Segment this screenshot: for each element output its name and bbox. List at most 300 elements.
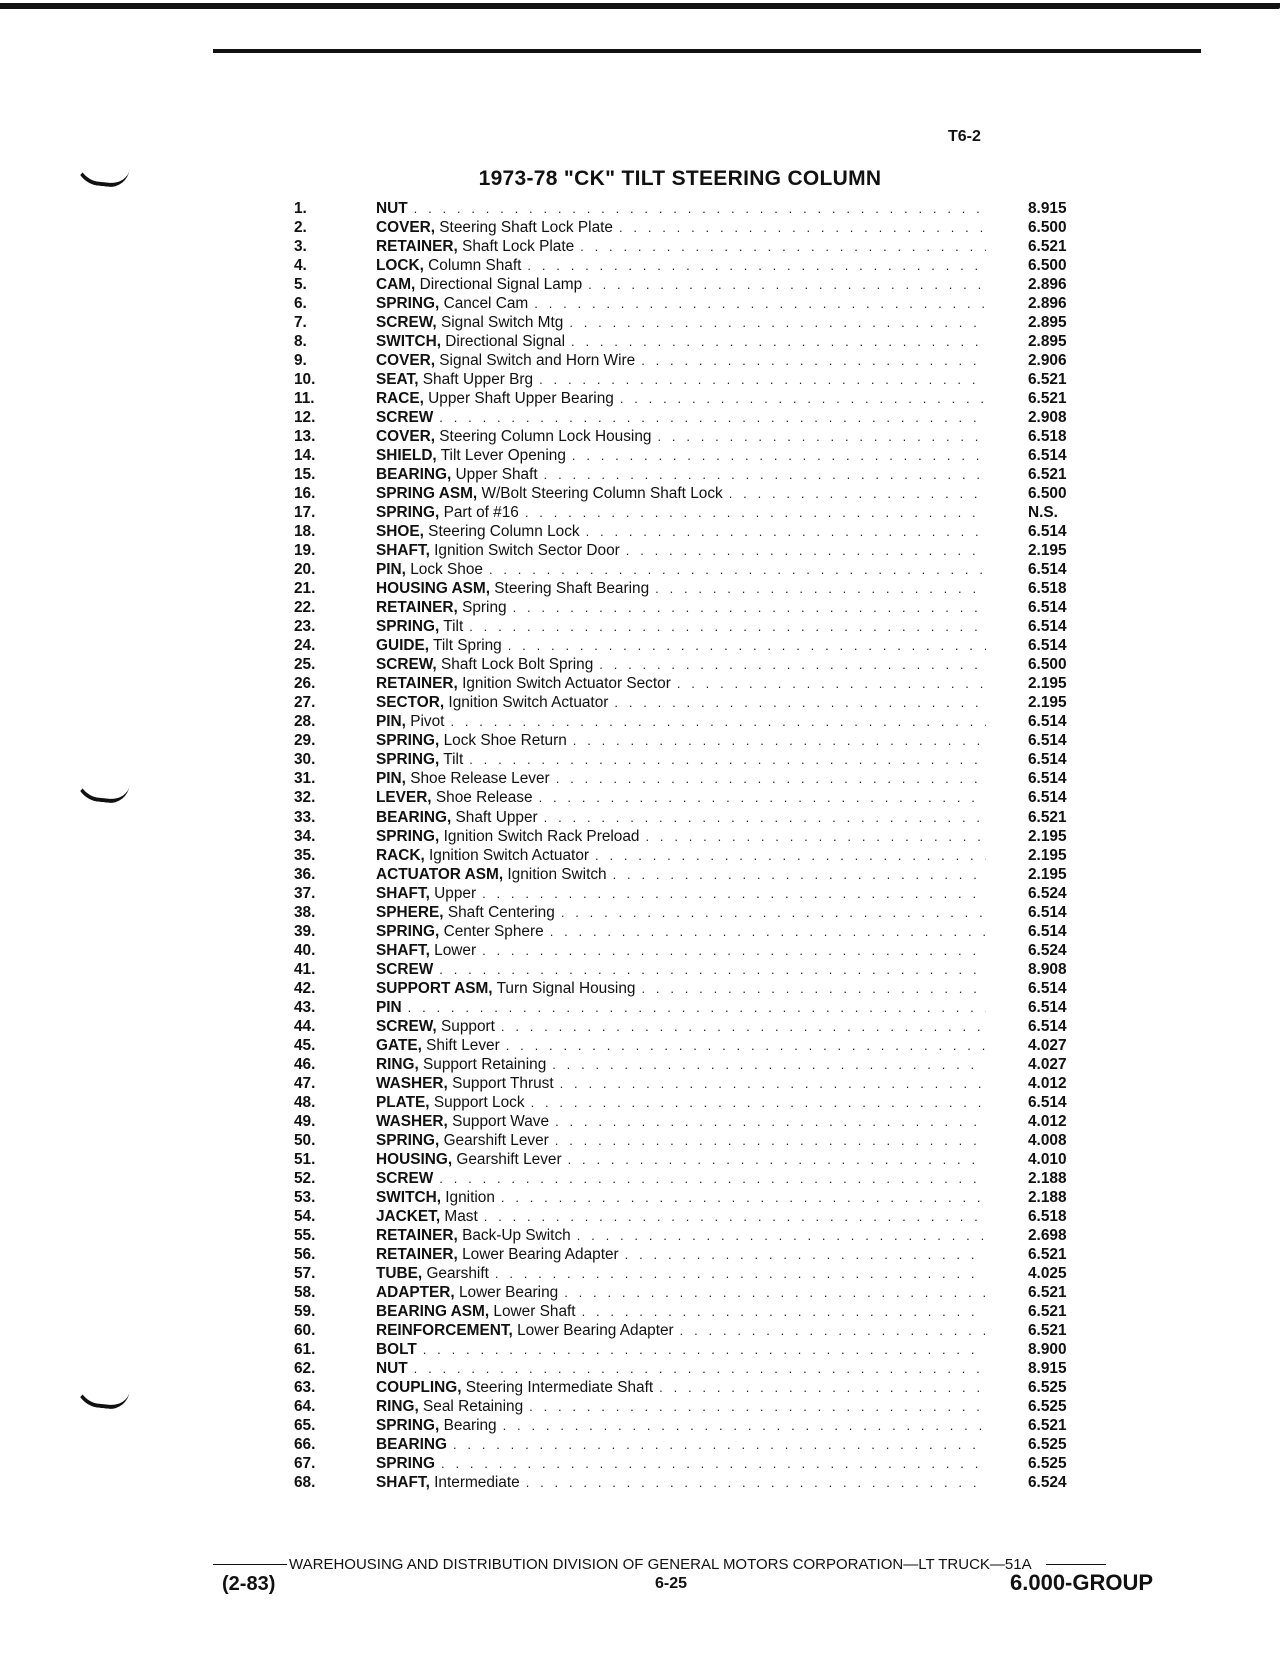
part-name: PIN — [376, 998, 402, 1016]
part-number: 66. — [294, 1436, 316, 1454]
part-name: RETAINER, — [376, 675, 458, 693]
part-number: 39. — [294, 922, 316, 940]
part-detail: Column Shaft — [423, 257, 522, 275]
part-description — [376, 903, 1028, 922]
dot-leader — [595, 846, 986, 865]
part-name: ADAPTER, — [376, 1283, 455, 1301]
part-name: RING, — [376, 1397, 419, 1415]
part-number: 45. — [294, 1036, 316, 1054]
table-row — [290, 1245, 1090, 1264]
part-description — [376, 218, 1028, 237]
table-row — [290, 1226, 1090, 1245]
part-detail: Tilt Spring — [429, 637, 502, 655]
part-detail: Ignition Switch Actuator — [424, 846, 590, 864]
binder-hole-mark-top — [73, 157, 130, 189]
table-row — [290, 884, 1090, 903]
part-name: BOLT — [376, 1340, 417, 1358]
part-name: BEARING ASM, — [376, 1302, 490, 1320]
part-group-number: 2.195 — [1028, 675, 1067, 693]
part-group-number: 2.188 — [1028, 1188, 1067, 1206]
part-number: 1. — [294, 200, 307, 217]
part-name: PIN, — [376, 713, 406, 731]
dot-leader — [450, 712, 986, 731]
part-detail: Bearing — [439, 1417, 497, 1434]
table-row — [290, 903, 1090, 922]
table-row — [290, 332, 1090, 351]
table-row — [290, 1397, 1090, 1416]
part-name: SECTOR, — [376, 694, 445, 712]
dot-leader — [555, 1112, 986, 1131]
dot-leader — [414, 1359, 986, 1378]
table-row — [290, 370, 1090, 389]
part-detail: Shaft Upper — [451, 808, 538, 826]
table-row — [290, 769, 1090, 788]
part-group-number: 6.500 — [1028, 257, 1067, 275]
dot-leader — [655, 579, 986, 598]
table-row — [290, 617, 1090, 636]
part-description — [376, 503, 1028, 522]
part-detail: Lower — [429, 941, 477, 959]
part-number: 33. — [294, 808, 316, 826]
part-description — [376, 446, 1028, 465]
part-group-number: 2.895 — [1028, 333, 1067, 351]
part-group-number: 6.524 — [1028, 941, 1067, 959]
part-number: 48. — [294, 1093, 316, 1111]
part-name: SHAFT, — [376, 941, 430, 959]
part-group-number: 6.521 — [1028, 1283, 1067, 1301]
part-number: 7. — [294, 314, 307, 332]
table-row — [290, 1074, 1090, 1093]
part-name: SPRING, — [376, 1417, 440, 1434]
dot-leader — [527, 256, 986, 275]
footer-date-code: (2-83) — [222, 1573, 276, 1595]
dot-leader — [572, 446, 986, 465]
table-row — [290, 313, 1090, 332]
part-group-number: 6.521 — [1028, 1417, 1067, 1434]
dot-leader — [568, 1150, 986, 1169]
dot-leader — [552, 1055, 986, 1074]
part-detail: Ignition Switch — [503, 865, 607, 883]
part-detail: Support Lock — [429, 1093, 525, 1111]
table-row — [290, 560, 1090, 579]
dot-leader — [613, 865, 986, 884]
part-description — [376, 351, 1028, 370]
table-row — [290, 389, 1090, 408]
part-number: 50. — [294, 1131, 316, 1149]
part-group-number: 4.027 — [1028, 1055, 1067, 1073]
part-number: 24. — [294, 637, 316, 655]
table-row — [290, 655, 1090, 674]
part-number: 43. — [294, 998, 316, 1016]
part-number: 38. — [294, 903, 316, 921]
part-group-number: 6.514 — [1028, 618, 1067, 636]
dot-leader — [569, 313, 986, 332]
part-group-number: 6.514 — [1028, 789, 1067, 807]
table-row — [290, 484, 1090, 503]
dot-leader — [556, 769, 986, 788]
part-description — [376, 1017, 1028, 1036]
table-row — [290, 712, 1090, 731]
dot-leader — [657, 427, 986, 446]
part-group-number: 6.525 — [1028, 1436, 1067, 1454]
page-code: T6-2 — [948, 128, 981, 145]
part-detail: Shaft Upper Brg — [418, 371, 534, 389]
part-group-number: 6.514 — [1028, 732, 1067, 750]
part-name: SEAT, — [376, 371, 419, 389]
part-number: 63. — [294, 1378, 316, 1396]
part-detail: Seal Retaining — [418, 1397, 524, 1415]
part-name: RING, — [376, 1055, 419, 1073]
part-number: 18. — [294, 523, 316, 541]
part-description — [376, 427, 1028, 446]
part-detail: Gearshift Lever — [439, 1131, 549, 1149]
part-name: BEARING, — [376, 466, 452, 484]
table-row — [290, 1055, 1090, 1074]
part-group-number: 6.518 — [1028, 580, 1067, 598]
part-number: 12. — [294, 409, 316, 427]
table-row — [290, 541, 1090, 560]
part-group-number: 6.514 — [1028, 751, 1067, 769]
part-group-number: 2.896 — [1028, 276, 1067, 294]
part-description — [376, 275, 1028, 294]
parts-list — [290, 199, 1090, 1492]
part-description — [376, 408, 1028, 427]
dot-leader — [571, 332, 986, 351]
part-group-number: 6.500 — [1028, 656, 1067, 674]
part-description — [376, 1169, 1028, 1188]
part-detail: Signal Switch and Horn Wire — [435, 352, 636, 370]
part-detail: W/Bolt Steering Column Shaft Lock — [477, 485, 723, 503]
part-name: SPRING — [376, 1455, 436, 1473]
part-description — [376, 370, 1028, 389]
part-group-number: 2.908 — [1028, 409, 1067, 427]
table-row — [290, 731, 1090, 750]
part-group-number: 6.500 — [1028, 485, 1067, 503]
part-description — [376, 1226, 1028, 1245]
part-name: SPHERE, — [376, 903, 444, 921]
part-detail: Ignition — [440, 1188, 495, 1206]
part-name: SHOE, — [376, 523, 424, 541]
dot-leader — [620, 389, 986, 408]
part-number: 49. — [294, 1112, 316, 1130]
part-number: 40. — [294, 941, 316, 959]
part-description — [376, 693, 1028, 712]
dot-leader — [614, 693, 986, 712]
part-group-number: 6.514 — [1028, 1093, 1067, 1111]
part-number: 67. — [294, 1455, 316, 1473]
table-row — [290, 256, 1090, 275]
part-group-number: 6.500 — [1028, 219, 1067, 237]
part-group-number: 2.195 — [1028, 827, 1067, 845]
part-number: 23. — [294, 618, 316, 636]
part-detail: Tilt — [439, 751, 464, 769]
part-group-number: 6.514 — [1028, 922, 1067, 940]
part-name: JACKET, — [376, 1207, 441, 1225]
dot-leader — [534, 294, 986, 313]
part-detail: Gearshift Lever — [452, 1150, 562, 1168]
part-description — [376, 465, 1028, 484]
dot-leader — [677, 674, 986, 693]
dot-leader — [626, 541, 986, 560]
dot-leader — [469, 750, 986, 769]
table-row — [290, 808, 1090, 827]
part-detail: Ignition Switch Actuator — [444, 694, 609, 712]
part-group-number: 2.698 — [1028, 1226, 1067, 1244]
part-detail: Support Thrust — [447, 1074, 554, 1092]
part-name: SCREW, — [376, 656, 437, 674]
part-group-number: 6.521 — [1028, 1302, 1067, 1320]
part-name: SCREW — [376, 960, 434, 978]
part-group-number: 6.524 — [1028, 1474, 1067, 1492]
footer-group-label: 6.000-GROUP — [1010, 1570, 1154, 1595]
part-group-number: 4.012 — [1028, 1074, 1067, 1092]
part-group-number: 6.514 — [1028, 561, 1067, 579]
part-name: WASHER, — [376, 1074, 448, 1092]
table-row — [290, 1264, 1090, 1283]
part-detail: Directional Signal Lamp — [415, 276, 583, 294]
table-row — [290, 1378, 1090, 1397]
table-row — [290, 960, 1090, 979]
part-name: NUT — [376, 200, 408, 217]
part-name: SPRING ASM, — [376, 485, 478, 503]
part-name: SPRING, — [376, 751, 440, 769]
part-description — [376, 598, 1028, 617]
dot-leader — [577, 1226, 986, 1245]
part-description — [376, 1074, 1028, 1093]
dot-leader — [525, 503, 986, 522]
part-description — [376, 827, 1028, 846]
part-number: 3. — [294, 238, 307, 256]
part-name: HOUSING, — [376, 1150, 453, 1168]
footer-page-number: 6-25 — [655, 1575, 688, 1592]
part-number: 25. — [294, 656, 316, 674]
part-name: COVER, — [376, 352, 436, 370]
part-number: 8. — [294, 333, 307, 351]
part-detail: Ignition Switch Rack Preload — [439, 827, 640, 845]
part-description — [376, 884, 1028, 903]
part-detail: Steering Intermediate Shaft — [461, 1378, 654, 1396]
part-detail: Turn Signal Housing — [492, 979, 636, 997]
part-group-number: 6.514 — [1028, 998, 1067, 1016]
part-group-number: 6.521 — [1028, 371, 1067, 389]
part-number: 31. — [294, 770, 316, 788]
part-name: SHAFT, — [376, 542, 430, 560]
part-detail: Mast — [440, 1207, 478, 1225]
table-row — [290, 941, 1090, 960]
top-border-rule — [0, 3, 1280, 9]
part-name: REINFORCEMENT, — [376, 1321, 513, 1339]
part-description — [376, 960, 1028, 979]
part-number: 10. — [294, 371, 316, 389]
part-description — [376, 313, 1028, 332]
part-detail: Signal Switch Mtg — [436, 314, 564, 332]
dot-leader — [508, 636, 986, 655]
part-group-number: 6.525 — [1028, 1455, 1067, 1473]
part-name: SWITCH, — [376, 333, 441, 351]
part-number: 47. — [294, 1074, 316, 1092]
table-row — [290, 351, 1090, 370]
page-title: 1973-78 "CK" TILT STEERING COLUMN — [478, 167, 882, 190]
part-group-number: 6.525 — [1028, 1378, 1067, 1396]
dot-leader — [561, 903, 986, 922]
part-number: 15. — [294, 466, 316, 484]
part-detail: Part of #16 — [439, 504, 519, 522]
part-number: 30. — [294, 751, 316, 769]
part-name: GUIDE, — [376, 637, 430, 655]
table-row — [290, 636, 1090, 655]
part-description — [376, 579, 1028, 598]
dot-leader — [501, 1188, 986, 1207]
part-detail: Support — [436, 1017, 495, 1035]
dot-leader — [482, 884, 986, 903]
part-description — [376, 1416, 1028, 1435]
binder-hole-mark-middle — [73, 773, 130, 805]
dot-leader — [408, 998, 986, 1017]
part-description — [376, 1397, 1028, 1416]
table-row — [290, 1131, 1090, 1150]
part-number: 11. — [294, 390, 315, 408]
part-number: 54. — [294, 1207, 316, 1225]
table-row — [290, 846, 1090, 865]
part-name: RETAINER, — [376, 238, 458, 256]
part-detail: Upper — [429, 884, 477, 902]
part-number: 20. — [294, 561, 316, 579]
part-number: 22. — [294, 599, 316, 617]
part-description — [376, 731, 1028, 750]
part-detail: Tilt Lever Opening — [436, 447, 566, 465]
dot-leader — [439, 408, 986, 427]
dot-leader — [506, 1036, 986, 1055]
part-description — [376, 998, 1028, 1017]
part-group-number: 2.195 — [1028, 542, 1067, 560]
part-number: 42. — [294, 979, 316, 997]
part-description — [376, 256, 1028, 275]
table-row — [290, 1169, 1090, 1188]
part-name: COVER, — [376, 219, 436, 237]
part-description — [376, 941, 1028, 960]
dot-leader — [529, 1397, 986, 1416]
table-row — [290, 1359, 1090, 1378]
part-detail: Directional Signal — [440, 333, 566, 351]
dot-leader — [489, 560, 986, 579]
part-name: COUPLING, — [376, 1378, 462, 1396]
part-number: 27. — [294, 694, 316, 712]
part-name: SUPPORT ASM, — [376, 979, 493, 997]
part-number: 13. — [294, 428, 316, 446]
part-name: RACE, — [376, 390, 424, 408]
part-number: 56. — [294, 1245, 316, 1263]
dot-leader — [501, 1017, 986, 1036]
part-detail: Lower Bearing Adapter — [512, 1321, 674, 1339]
part-description — [376, 865, 1028, 884]
part-description — [376, 1378, 1028, 1397]
part-group-number: 8.915 — [1028, 200, 1067, 217]
part-group-number: N.S. — [1028, 504, 1058, 522]
part-name: SPRING, — [376, 295, 440, 313]
part-number: 16. — [294, 485, 316, 503]
part-detail: Upper Shaft Upper Bearing — [423, 390, 614, 408]
part-detail: Spring — [457, 599, 507, 617]
table-row — [290, 998, 1090, 1017]
part-name: LEVER, — [376, 789, 432, 807]
part-name: SCREW — [376, 1169, 434, 1187]
part-description — [376, 979, 1028, 998]
part-group-number: 4.027 — [1028, 1036, 1067, 1054]
part-number: 26. — [294, 675, 316, 693]
table-row — [290, 1017, 1090, 1036]
part-name: SCREW, — [376, 1017, 437, 1035]
dot-leader — [588, 275, 986, 294]
part-number: 51. — [294, 1150, 316, 1168]
part-detail: Shaft Lock Plate — [457, 238, 575, 256]
part-detail: Upper Shaft — [451, 466, 538, 484]
dot-leader — [599, 655, 986, 674]
table-row — [290, 579, 1090, 598]
part-name: COVER, — [376, 428, 436, 446]
part-group-number: 6.521 — [1028, 1321, 1067, 1339]
part-detail: Lower Shaft — [489, 1302, 576, 1320]
part-name: SPRING, — [376, 922, 440, 940]
part-group-number: 4.012 — [1028, 1112, 1067, 1130]
part-description — [376, 1321, 1028, 1340]
dot-leader — [564, 1283, 986, 1302]
dot-leader — [573, 731, 986, 750]
part-description — [376, 1036, 1028, 1055]
part-number: 59. — [294, 1302, 316, 1320]
part-number: 60. — [294, 1321, 316, 1339]
part-group-number: 6.514 — [1028, 979, 1067, 997]
part-name: TUBE, — [376, 1264, 423, 1282]
footer-dash-right — [1046, 1564, 1106, 1565]
part-detail: Tilt — [439, 618, 464, 636]
part-name: WASHER, — [376, 1112, 448, 1130]
part-name: SHAFT, — [376, 1474, 430, 1492]
part-detail: Ignition Switch Sector Door — [429, 542, 620, 560]
dot-leader — [544, 808, 986, 827]
part-group-number: 6.521 — [1028, 466, 1067, 484]
table-row — [290, 1150, 1090, 1169]
part-description — [376, 1454, 1028, 1473]
dot-leader — [495, 1264, 986, 1283]
part-number: 21. — [294, 580, 316, 598]
part-name: ACTUATOR ASM, — [376, 865, 504, 883]
footer-division-text: WAREHOUSING AND DISTRIBUTION DIVISION OF GENERAL MOTORS CORPORATION—LT TRUCK—51A — [289, 1556, 1032, 1573]
part-number: 4. — [294, 257, 307, 275]
table-row — [290, 294, 1090, 313]
part-detail: Lower Bearing — [454, 1283, 559, 1301]
part-detail: Steering Shaft Lock Plate — [435, 219, 613, 237]
part-group-number: 8.915 — [1028, 1359, 1067, 1377]
part-number: 17. — [294, 504, 316, 522]
part-group-number: 2.188 — [1028, 1169, 1067, 1187]
part-description — [376, 1207, 1028, 1226]
table-row — [290, 1473, 1090, 1492]
part-name: SPRING, — [376, 827, 440, 845]
part-detail: Shoe Release Lever — [405, 770, 550, 788]
part-name: SHAFT, — [376, 884, 430, 902]
part-number: 37. — [294, 884, 316, 902]
part-description — [376, 1112, 1028, 1131]
part-description — [376, 636, 1028, 655]
part-description — [376, 1150, 1028, 1169]
table-row — [290, 693, 1090, 712]
part-group-number: 6.514 — [1028, 903, 1067, 921]
part-name: SPRING, — [376, 1131, 440, 1149]
dot-leader — [659, 1378, 986, 1397]
part-detail: Support Wave — [447, 1112, 550, 1130]
table-row — [290, 522, 1090, 541]
part-description — [376, 769, 1028, 788]
